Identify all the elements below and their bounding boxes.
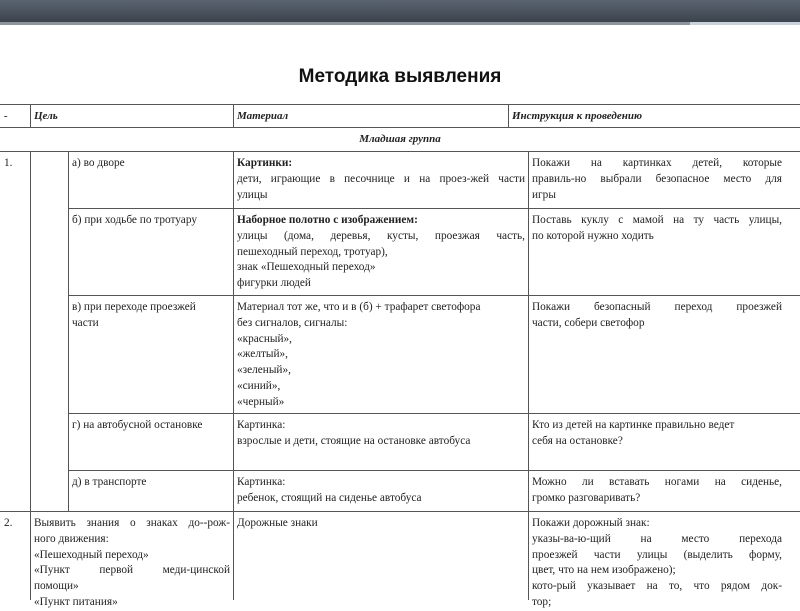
material-line: «черный» xyxy=(237,395,285,408)
goal-line: ного движения: xyxy=(34,532,109,545)
material-cell xyxy=(235,211,527,292)
instruction-line: Покажи на картинках детей, которые xyxy=(532,157,782,169)
slide-top-accent xyxy=(690,22,800,25)
instruction-line: Покажи безопасный переход проезжей xyxy=(532,301,782,313)
material-line: Картинка: xyxy=(237,419,286,431)
page-title: Методика выявления xyxy=(298,66,502,87)
material-line: знак «Пешеходный переход» xyxy=(237,261,376,274)
situation-cell: д) в транспорте xyxy=(72,476,147,488)
material-cell xyxy=(235,473,527,507)
material-line: «желтый», xyxy=(237,348,289,361)
goal-line: «Пешеходный переход» xyxy=(34,548,149,561)
row-divider xyxy=(68,208,800,209)
material-line: «синий», xyxy=(237,379,281,392)
material-line: «зеленый», xyxy=(237,364,291,377)
situation-cell: б) при ходьбе по тротуару xyxy=(72,214,197,226)
material-line: ребенок, стоящий на сиденье автобуса xyxy=(237,491,422,504)
group-title: Младшая группа xyxy=(359,133,441,145)
table-border-top xyxy=(0,104,800,105)
row-divider xyxy=(68,470,800,471)
row-divider xyxy=(68,413,800,414)
col-divider xyxy=(233,104,234,127)
goal-line: Выявить знания о знаках до--рож- xyxy=(34,517,230,529)
material-cell xyxy=(235,298,527,411)
goal-line: помощи» xyxy=(34,580,79,593)
situation-cell xyxy=(70,298,232,332)
instruction-line: по которой нужно ходить xyxy=(532,229,654,242)
instruction-cell xyxy=(530,473,784,507)
situation-cell: а) во дворе xyxy=(72,157,125,169)
instruction-line: проезжей части улицы (выделить форму, xyxy=(532,548,782,561)
instruction-cell xyxy=(530,298,784,332)
header-instruction: Инструкция к проведению xyxy=(512,110,642,122)
instruction-line: игры xyxy=(532,188,556,201)
material-line: фигурки людей xyxy=(237,277,311,290)
instruction-line: цвет, что на нем изображено); xyxy=(532,564,676,577)
header-goal: Цель xyxy=(34,110,58,122)
instruction-cell xyxy=(530,154,784,203)
instruction-line: тор; xyxy=(532,595,552,608)
instruction-line: громко разговаривать? xyxy=(532,491,641,504)
material-line: Материал тот же, что и в (б) + трафарет светофора xyxy=(237,301,481,313)
instruction-line: себя на остановке? xyxy=(532,434,623,447)
col-divider xyxy=(30,104,31,127)
table-header-divider xyxy=(0,127,800,128)
material-line: пешеходный переход, тротуар), xyxy=(237,245,388,258)
instruction-cell xyxy=(530,514,784,611)
situation-line: в) при переходе проезжей xyxy=(72,301,196,313)
instruction-line: кото-рый указывает на то, что рядом док- xyxy=(532,580,782,593)
slide-top-bar xyxy=(0,0,800,22)
instruction-line: Можно ли вставать ногами на сиденье, xyxy=(532,476,782,488)
material-line: улицы xyxy=(237,188,268,201)
header-material: Материал xyxy=(237,110,289,122)
situation-cell: г) на автобусной остановке xyxy=(72,419,203,431)
instruction-line: Покажи дорожный знак: xyxy=(532,517,650,529)
row-number: 1. xyxy=(4,157,13,169)
material-line: дети, играющие в песочнице и на проез-жей части xyxy=(237,172,525,185)
instruction-line: указы-ва-ю-щий на место перехода xyxy=(532,532,782,545)
instruction-line: части, собери светофор xyxy=(532,316,645,329)
slide-top-strip xyxy=(0,22,800,25)
instruction-line: правиль-но выбрали безопасное место для xyxy=(532,172,782,185)
instruction-line: Кто из детей на картинке правильно ведет xyxy=(532,419,735,431)
material-line: «красный», xyxy=(237,332,292,345)
material-title: Картинки: xyxy=(237,157,293,169)
row-divider xyxy=(68,295,800,296)
col-divider xyxy=(233,151,234,600)
col-divider xyxy=(30,151,31,600)
instruction-cell xyxy=(530,416,784,450)
row-divider xyxy=(0,511,800,512)
goal-line: «Пункт питания» xyxy=(34,595,118,608)
material-cell xyxy=(235,154,527,203)
row-number: 2. xyxy=(4,517,13,529)
material-title: Наборное полотно с изображением: xyxy=(237,214,418,226)
instruction-cell xyxy=(530,211,784,245)
group-row-divider xyxy=(0,151,800,152)
goal-cell xyxy=(32,514,232,611)
header-num: - xyxy=(4,110,8,122)
material-cell: Дорожные знаки xyxy=(237,517,318,529)
material-line: Картинка: xyxy=(237,476,286,488)
material-line: улицы (дома, деревья, кусты, проезжая часть, xyxy=(237,229,525,242)
col-divider xyxy=(68,151,69,511)
col-divider xyxy=(528,151,529,600)
goal-line: «Пункт первой меди-цинской xyxy=(34,564,230,577)
col-divider xyxy=(508,104,509,127)
instruction-line: Поставь куклу с мамой на ту часть улицы, xyxy=(532,214,782,226)
material-line: взрослые и дети, стоящие на остановке автобуса xyxy=(237,434,471,447)
material-line: без сигналов, сигналы: xyxy=(237,316,348,329)
material-cell xyxy=(235,416,527,450)
situation-line: части xyxy=(72,316,99,329)
